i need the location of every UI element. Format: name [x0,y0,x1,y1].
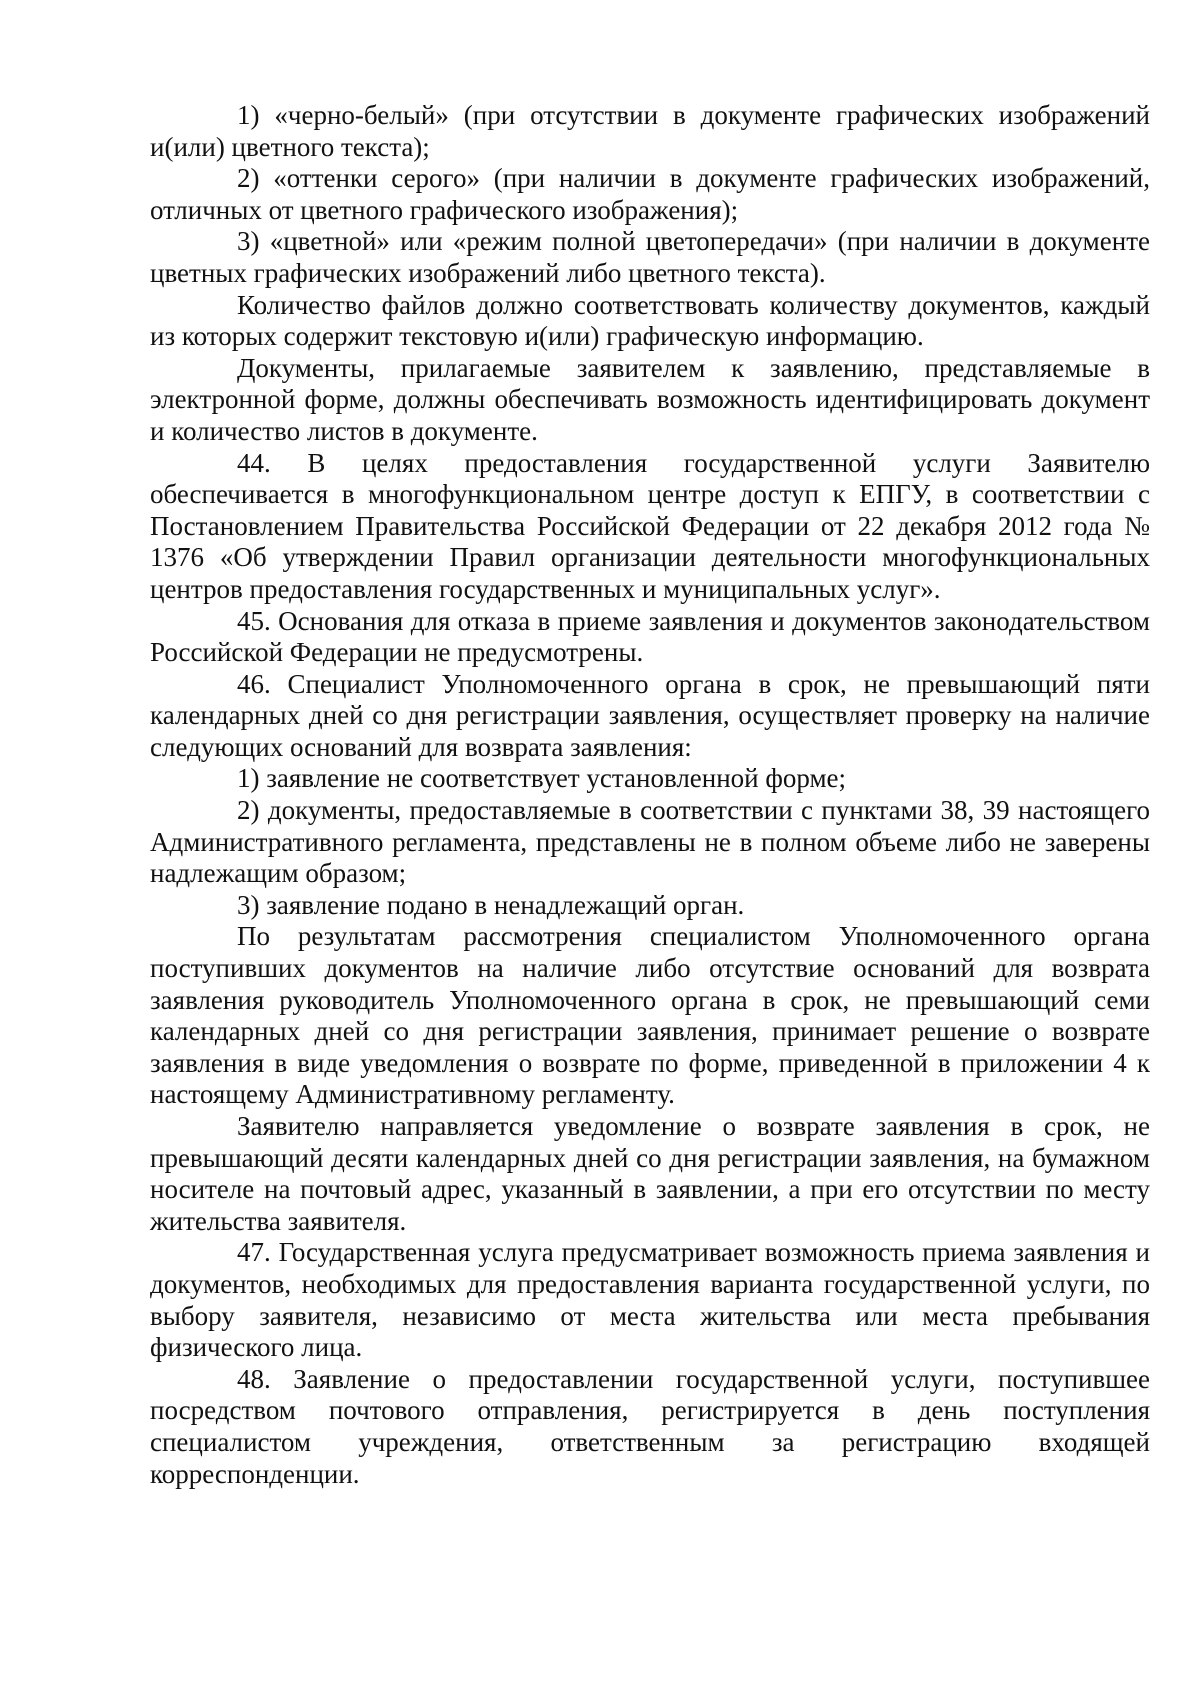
list-item-grayscale: 2) «оттенки серого» (при наличии в документе графических изображений, отличных от цветного графического изображения); [150,163,1150,225]
clause-44: 44. В целях предоставления государственной услуги Заявителю обеспечивается в многофункциональном центре доступ к ЕПГУ, в соответствии с Постановлением Правительства Российской Федерации от 22 декабря 2012 года № 1376 «Об утверждении Правил организации деятельности многофункциональных центров предоставления государственных и муниципальных услуг». [150,447,1150,604]
clause-45: 45. Основания для отказа в приеме заявления и документов законодательством Российской Федерации не предусмотрены. [150,605,1150,668]
clause-48: 48. Заявление о предоставлении государственной услуги, поступившее посредством почтового отправления, регистрируется в день поступления специалистом учреждения, ответственным за регистрацию входящей корреспонденции. [150,1363,1150,1489]
paragraph-file-count: Количество файлов должно соответствовать количеству документов, каждый из которых содержит текстовую и(или) графическую информацию. [150,289,1150,352]
return-ground-1: 1) заявление не соответствует установленной форме; [237,763,847,794]
paragraph-attached-documents: Документы, прилагаемые заявителем к заявлению, представляемые в электронной форме, должны обеспечивать возможность идентифицировать документ и количество листов в документе. [150,352,1150,446]
clause-47: 47. Государственная услуга предусматривает возможность приема заявления и документов, необходимых для предоставления варианта государственной услуги, по выбору заявителя, независимо от места жительства или места пребывания физического лица. [150,1237,1150,1363]
list-item-color: 3) «цветной» или «режим полной цветопередачи» (при наличии в документе цветных графических изображений либо цветного текста). [150,226,1150,288]
return-ground-2: 2) документы, предоставляемые в соответствии с пунктами 38, 39 настоящего Административного регламента, представлены не в полном объеме либо не заверены надлежащим образом; [150,795,1150,889]
list-item-black-white: 1) «черно-белый» (при отсутствии в документе графических изображений и(или) цветного текста); [150,100,1150,162]
paragraph-notification: Заявителю направляется уведомление о возврате заявления в срок, не превышающий десяти календарных дней со дня регистрации заявления, на бумажном носителе на почтовый адрес, указанный в заявлении, а при его отсутствии по месту жительства заявителя. [150,1111,1150,1236]
return-ground-3: 3) заявление подано в ненадлежащий орган. [237,889,745,920]
clause-46: 46. Специалист Уполномоченного органа в срок, не превышающий пяти календарных дней со дня регистрации заявления, осуществляет проверку на наличие следующих оснований для возврата заявления: [150,668,1150,762]
document-page [150,100,1150,1490]
paragraph-review-results: По результатам рассмотрения специалистом Уполномоченного органа поступивших документов на наличие либо отсутствие оснований для возврата заявления руководитель Уполномоченного органа в срок, не превышающий семи календарных дней со дня регистрации заявления, принимает решение о возврате заявления в виде уведомления о возврате по форме, приведенной в приложении 4 к настоящему Административному регламенту. [150,921,1150,1110]
